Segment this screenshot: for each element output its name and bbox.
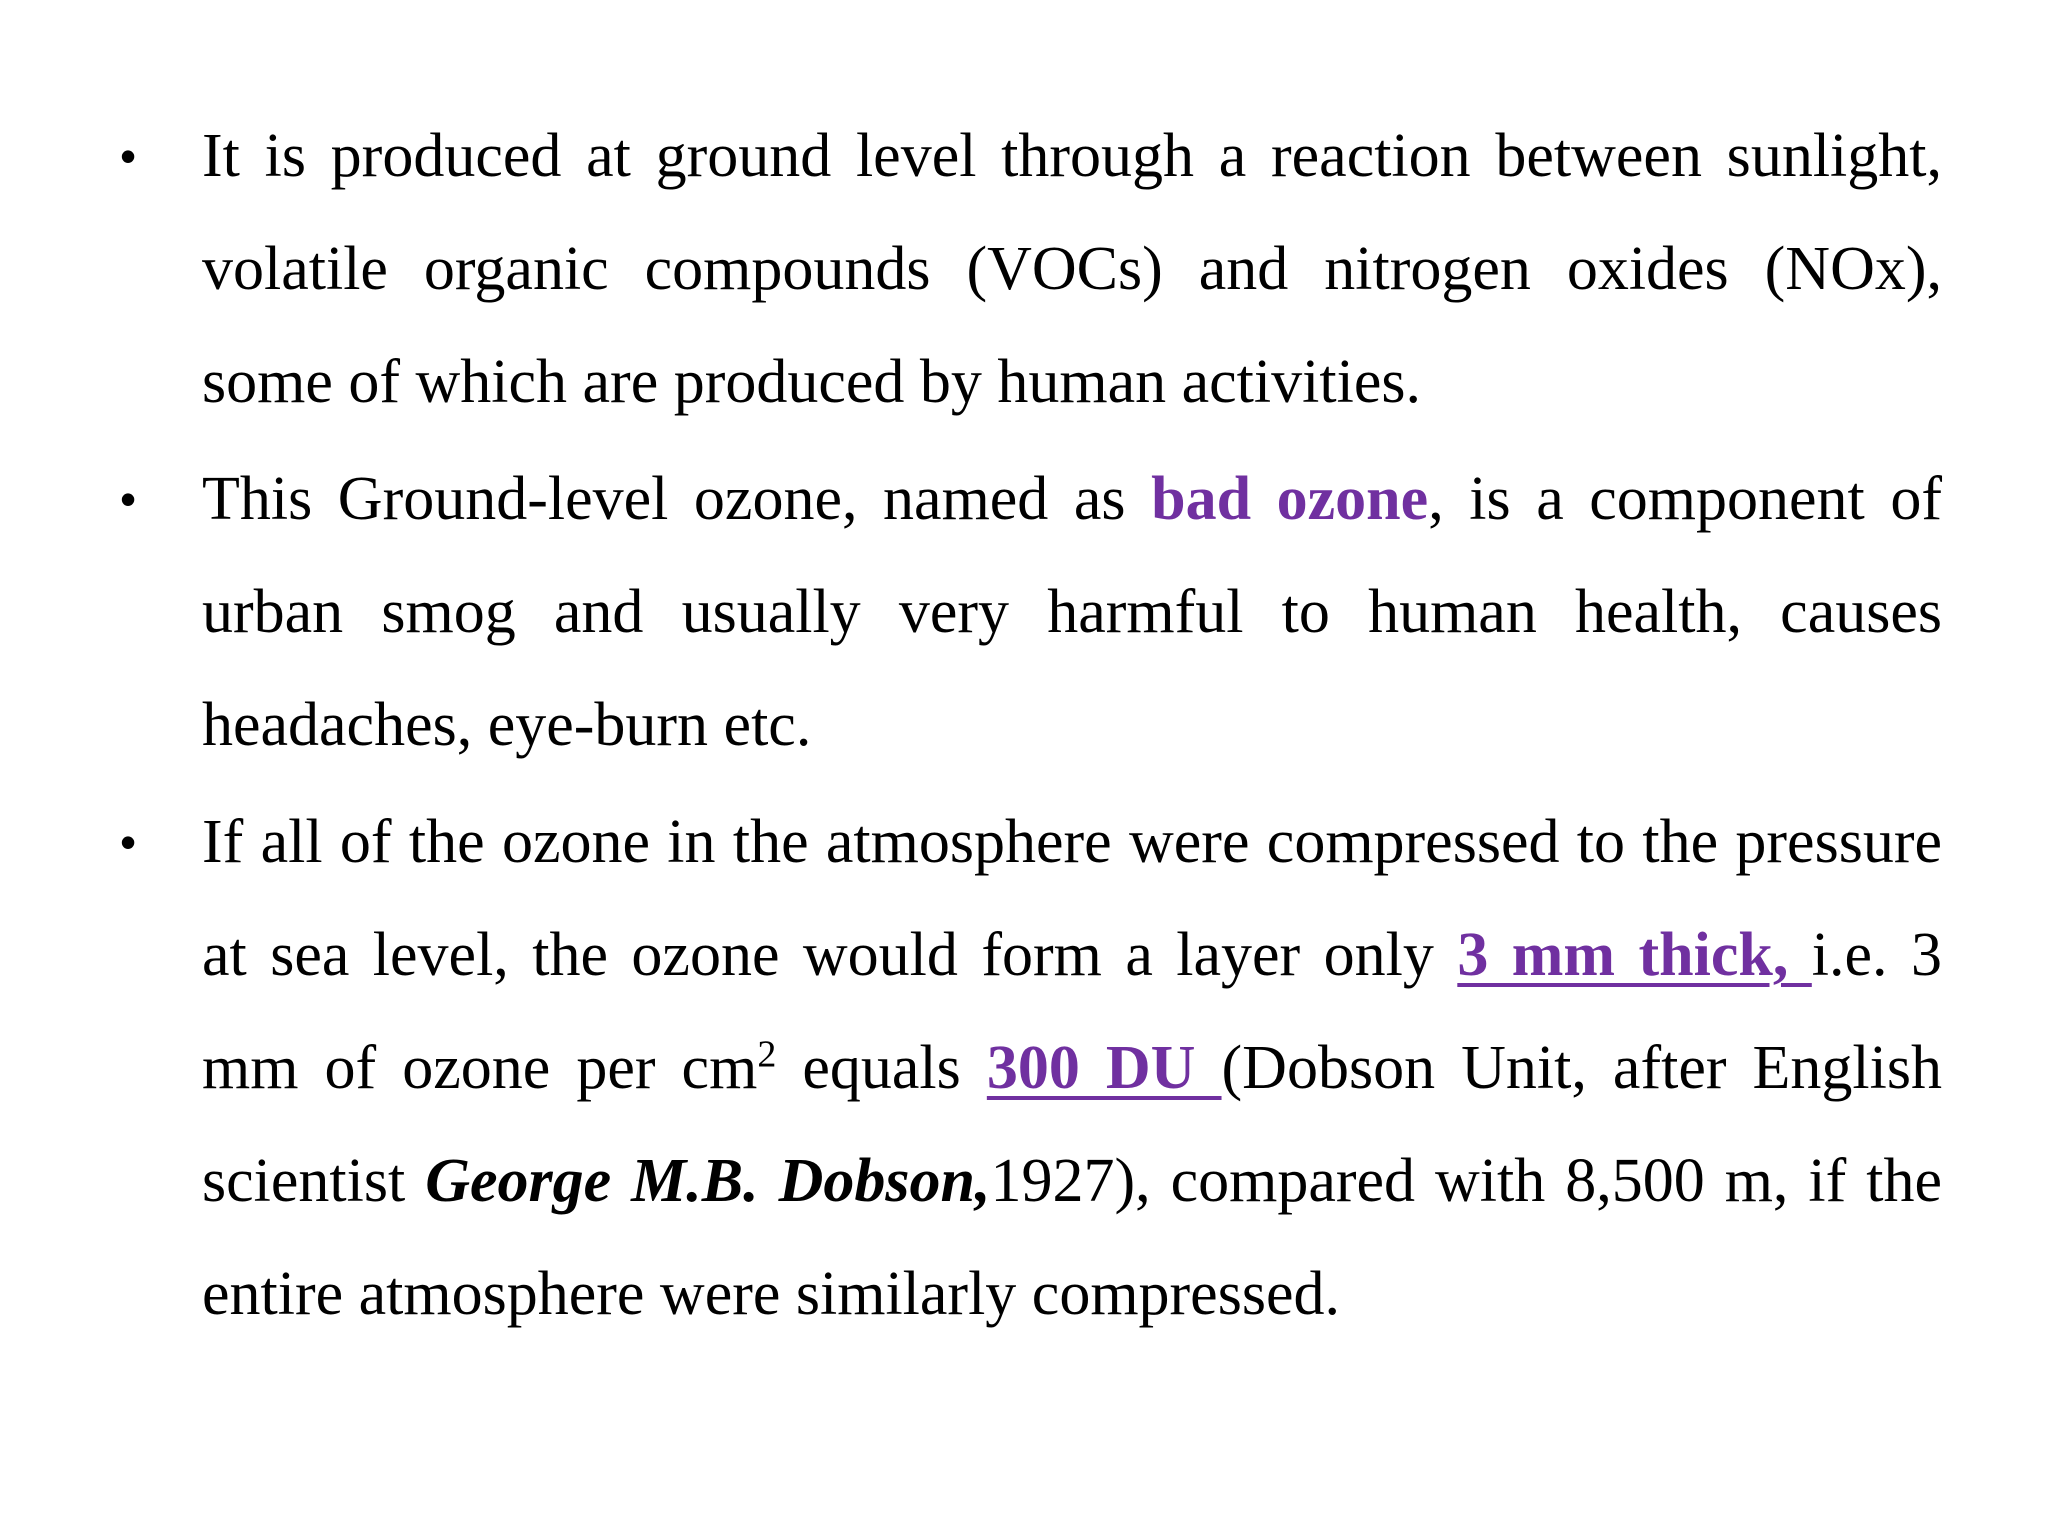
- bullet-item-ozone-compression: [114, 786, 1942, 1351]
- bullet-list: [114, 100, 1942, 1355]
- bullet-item-bad-ozone: [114, 443, 1942, 782]
- bullet-text-part2: i.e. 3 mm of ozone per cm: [202, 921, 1942, 1102]
- bullet-text-part1: If all of the ozone in the atmosphere were compressed to the pressure at sea level, the ozone would form a layer only: [202, 808, 1942, 989]
- bullet-marker: •: [120, 816, 137, 868]
- bullet-marker: •: [120, 473, 137, 525]
- bullet-text: It is produced at ground level through a reaction between sunlight, volatile organic compounds (VOCs) and nitrogen oxides (NOx), some of which are produced by human activities.: [202, 122, 1942, 416]
- bullet-text-after: , is a component of urban smog and usually very harmful to human health, causes headaches, eye-burn etc.: [202, 465, 1943, 759]
- superscript-two: 2: [757, 1033, 777, 1076]
- bullet-marker: •: [120, 130, 137, 182]
- three-mm-thick-link[interactable]: 3 mm thick,: [1457, 921, 1812, 989]
- bullet-text-part4: (Dobson Unit, after English scientist: [202, 1034, 1943, 1215]
- scientist-name: George M.B. Dobson: [425, 1147, 975, 1215]
- bullet-text-part5: 1927), compared with 8,500 m, if the entire atmosphere were similarly compressed.: [202, 1147, 1942, 1328]
- bullet-item-ground-level-production: [114, 100, 1942, 439]
- bullet-text-before: This Ground-level ozone, named as: [202, 465, 1152, 533]
- bad-ozone-highlight: bad ozone: [1151, 465, 1429, 533]
- dobson-unit-link[interactable]: 300 DU: [986, 1034, 1222, 1102]
- scientist-comma: ,: [974, 1147, 991, 1215]
- bullet-text-part3: equals: [776, 1034, 987, 1102]
